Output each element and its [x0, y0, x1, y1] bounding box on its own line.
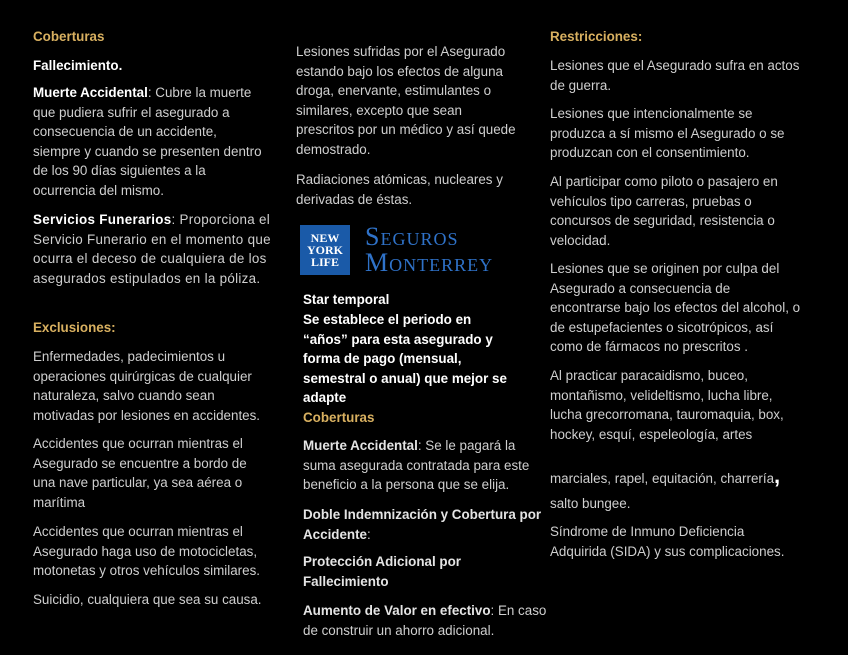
- salto-bungee-line: salto bungee.: [550, 496, 631, 511]
- restriccion-item: Al participar como piloto o pasajero en vehículos tipo carreras, pruebas o concursos de seguridad, resistencia o velocidad.: [550, 174, 778, 248]
- coberturas-heading-2: Coberturas: [303, 410, 375, 425]
- servicios-funerarios-label: Servicios Funerarios: [33, 212, 172, 227]
- restricciones-heading: Restricciones:: [550, 29, 643, 44]
- star-temporal-text: Se establece el periodo en “años” para esta asegurado y forma de pago (mensual, semestral o anual) que mejor se adapte: [303, 312, 507, 406]
- muerte-accidental-paragraph: [33, 83, 265, 201]
- new-york-life-logo: NEW YORK LIFE: [300, 225, 350, 275]
- star-temporal-title: Star temporal: [303, 292, 390, 307]
- exclusion-item: Suicidio, cualquiera que sea su causa.: [33, 592, 262, 607]
- aumento-valor-label: Aumento de Valor en efectivo: [303, 603, 491, 618]
- logo-wordmark: [365, 224, 493, 276]
- exclusion-item: Accidentes que ocurran mientras el Asegurado haga uso de motocicletas, motonetas y otros vehículos similares.: [33, 524, 260, 579]
- servicios-funerarios-text: : Proporciona el Servicio Funerario en el momento que ocurra el deceso de cualquiera de los asegurados estipulados en la póliza.: [33, 212, 271, 286]
- radiaciones-paragraph: Radiaciones atómicas, nucleares y derivadas de éstas.: [296, 172, 503, 207]
- aumento-valor-paragraph: [303, 601, 547, 640]
- muerte-accidental-text: : Cubre la muerte que pudiera sufrir el asegurado a consecuencia de un accidente, siempre y cuando se presenten dentro de los 90 días siguientes a la ocurrencia del mismo.: [33, 85, 262, 198]
- proteccion-adicional-label: Protección Adicional por Fallecimiento: [303, 554, 461, 589]
- fallecimiento-heading: Fallecimiento.: [33, 58, 123, 73]
- servicios-funerarios-paragraph: [33, 210, 273, 288]
- muerte-accidental-label: Muerte Accidental: [33, 85, 148, 100]
- restriccion-item: Al practicar paracaidismo, buceo, montañismo, velideltismo, lucha libre, lucha grecorromana, tauromaquia, box, hockey, esquí, espeleología, artes: [550, 368, 784, 442]
- logo-line-seguros: Seguros: [365, 222, 459, 251]
- exclusiones-heading: Exclusiones:: [33, 320, 116, 335]
- restriccion-item: Lesiones que el Asegurado sufra en actos de guerra.: [550, 58, 800, 93]
- comma-mark: ,: [774, 463, 781, 488]
- aumento-valor-text: : En caso de construir un ahorro adicional.: [303, 603, 547, 638]
- coberturas-heading: Coberturas: [33, 29, 105, 44]
- doble-indemnizacion-paragraph: Doble Indemnización y Cobertura por Accidente:: [303, 507, 542, 542]
- seguros-monterrey-logo: [300, 224, 493, 276]
- sida-paragraph: Síndrome de Inmuno Deficiencia Adquirida (SIDA) y sus complicaciones.: [550, 524, 785, 559]
- doble-indemnizacion-label: Doble Indemnización y Cobertura por Accidente: [303, 507, 542, 542]
- restriccion-item: Lesiones que se originen por culpa del Asegurado a consecuencia de encontrarse bajo los efectos del alcohol, o de estupefacientes o sicotrópicos, así como de fármacos no prescritos .: [550, 261, 801, 355]
- restriccion-item: Lesiones que intencionalmente se produzca a sí mismo el Asegurado o se produzcan con el consentimiento.: [550, 106, 785, 161]
- marciales-line: marciales, rapel, equitación, charrería,: [550, 463, 781, 488]
- logo-line-monterrey: Monterrey: [365, 248, 494, 277]
- muerte-accidental-label-2: Muerte Accidental: [303, 438, 418, 453]
- exclusion-item: Enfermedades, padecimientos u operaciones quirúrgicas de cualquier naturaleza, salvo cuando sean motivadas por lesiones en accidentes.: [33, 349, 261, 423]
- exclusion-item: Accidentes que ocurran mientras el Asegurado se encuentre a bordo de una nave particular, ya sea aérea o marítima: [33, 436, 247, 510]
- muerte-accidental-paragraph-2: [303, 436, 547, 495]
- lesiones-drogas-paragraph: Lesiones sufridas por el Asegurado estando bajo los efectos de alguna droga, enervante, estimulantes o similares, excepto que sean prescritos por un médico y así quede demostrado.: [296, 44, 516, 157]
- muerte-accidental-text-2: : Se le pagará la suma asegurada contratada para este beneficio a la persona que se elija.: [303, 438, 530, 493]
